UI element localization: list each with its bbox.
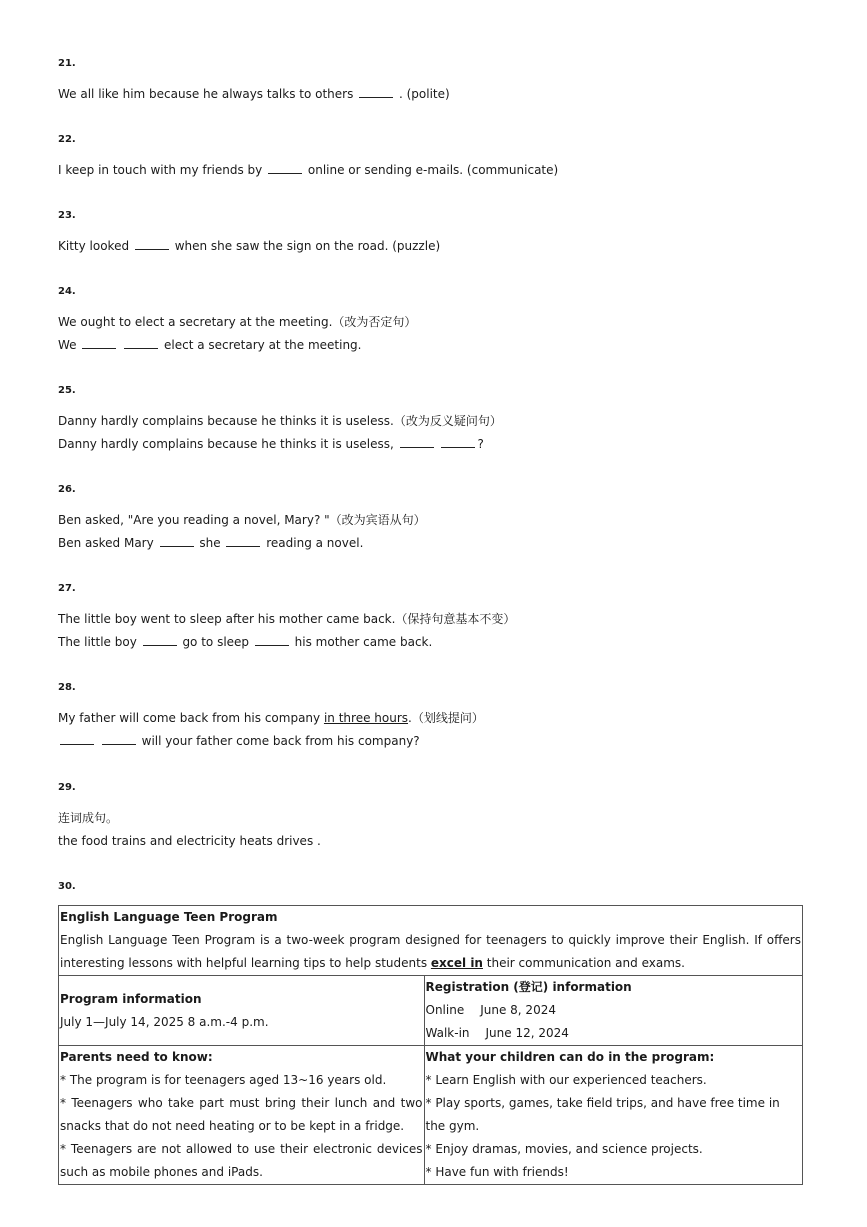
question-number: 29. bbox=[58, 782, 76, 793]
answer-blank[interactable] bbox=[60, 734, 94, 745]
question-text: I keep in touch with my friends by online or sending e-mails. (communicate) bbox=[58, 163, 559, 177]
question-21 bbox=[58, 57, 803, 106]
answer-blank[interactable] bbox=[135, 239, 169, 250]
question-number: 25. bbox=[58, 385, 76, 396]
program-intro-cell bbox=[59, 906, 803, 976]
question-text: We ought to elect a secretary at the meeting.（改为否定句） bbox=[58, 315, 417, 329]
question-text: Danny hardly complains because he thinks it is useless.（改为反义疑问句） bbox=[58, 414, 502, 428]
question-27 bbox=[58, 582, 803, 654]
children-item: * Learn English with our experienced teachers. bbox=[425, 1073, 707, 1087]
question-number: 21. bbox=[58, 58, 76, 69]
program-dates: July 1—July 14, 2025 8 a.m.-4 p.m. bbox=[60, 1014, 269, 1029]
underlined-phrase: excel in bbox=[430, 956, 483, 970]
walkin-registration: Walk-in June 12, 2024 bbox=[425, 1026, 569, 1040]
answer-blank[interactable] bbox=[441, 437, 475, 448]
program-table bbox=[58, 905, 803, 1185]
question-22 bbox=[58, 133, 803, 182]
registration-cell bbox=[424, 976, 803, 1046]
scrambled-words: the food trains and electricity heats drives . bbox=[58, 834, 321, 848]
parents-title: Parents need to know: bbox=[60, 1050, 213, 1064]
answer-blank[interactable] bbox=[400, 437, 434, 448]
children-item: * Play sports, games, take field trips, and have free time in the gym. bbox=[425, 1096, 780, 1133]
question-number: 26. bbox=[58, 484, 76, 495]
question-24 bbox=[58, 285, 803, 357]
online-registration: Online June 8, 2024 bbox=[425, 1003, 556, 1017]
children-title: What your children can do in the program: bbox=[425, 1050, 715, 1064]
question-text: 连词成句。 bbox=[58, 811, 119, 825]
program-info-cell bbox=[59, 976, 425, 1046]
answer-blank[interactable] bbox=[143, 635, 177, 646]
answer-blank[interactable] bbox=[160, 536, 194, 547]
answer-blank[interactable] bbox=[359, 87, 393, 98]
children-item: * Have fun with friends! bbox=[425, 1165, 569, 1179]
question-30 bbox=[58, 880, 803, 894]
answer-blank[interactable] bbox=[124, 338, 158, 349]
question-23 bbox=[58, 209, 803, 258]
parents-item: * Teenagers are not allowed to use their electronic devices such as mobile phones and iPads. bbox=[60, 1142, 423, 1179]
answer-line: Danny hardly complains because he thinks it is useless, ? bbox=[58, 437, 484, 451]
question-29 bbox=[58, 781, 803, 853]
question-number: 28. bbox=[58, 682, 76, 693]
question-text: My father will come back from his company in three hours.（划线提问） bbox=[58, 711, 484, 725]
program-title: English Language Teen Program bbox=[60, 910, 278, 924]
question-text: Kitty looked when she saw the sign on the road. (puzzle) bbox=[58, 239, 441, 253]
answer-blank[interactable] bbox=[82, 338, 116, 349]
answer-line: The little boy go to sleep his mother came back. bbox=[58, 635, 433, 649]
question-number: 30. bbox=[58, 881, 76, 892]
answer-blank[interactable] bbox=[102, 734, 136, 745]
answer-blank[interactable] bbox=[255, 635, 289, 646]
parents-item: * The program is for teenagers aged 13~16 years old. bbox=[60, 1073, 387, 1087]
question-number: 27. bbox=[58, 583, 76, 594]
parents-cell bbox=[59, 1046, 425, 1185]
question-number: 24. bbox=[58, 286, 76, 297]
program-info-title: Program information bbox=[60, 991, 202, 1006]
question-text: The little boy went to sleep after his mother came back.（保持句意基本不变） bbox=[58, 612, 516, 626]
answer-line: We elect a secretary at the meeting. bbox=[58, 338, 362, 352]
registration-title: Registration (登记) information bbox=[425, 980, 632, 994]
underlined-phrase: in three hours bbox=[323, 711, 409, 725]
parents-item: * Teenagers who take part must bring their lunch and two snacks that do not need heating or to be kept in a fridge. bbox=[60, 1096, 423, 1133]
answer-line: Ben asked Mary she reading a novel. bbox=[58, 536, 364, 550]
question-28 bbox=[58, 681, 803, 753]
children-cell bbox=[424, 1046, 803, 1185]
question-25 bbox=[58, 384, 803, 456]
question-text: We all like him because he always talks to others . (polite) bbox=[58, 87, 450, 101]
answer-blank[interactable] bbox=[268, 163, 302, 174]
question-text: Ben asked, "Are you reading a novel, Mary? "（改为宾语从句） bbox=[58, 513, 426, 527]
question-number: 23. bbox=[58, 210, 76, 221]
question-number: 22. bbox=[58, 134, 76, 145]
children-item: * Enjoy dramas, movies, and science projects. bbox=[425, 1142, 703, 1156]
program-intro: English Language Teen Program is a two-week program designed for teenagers to quickly improve their English. If offers interesting lessons with helpful learning tips to help students excel in their communication and exams. bbox=[60, 933, 801, 970]
question-26 bbox=[58, 483, 803, 555]
answer-blank[interactable] bbox=[226, 536, 260, 547]
answer-line: will your father come back from his company? bbox=[58, 730, 803, 753]
